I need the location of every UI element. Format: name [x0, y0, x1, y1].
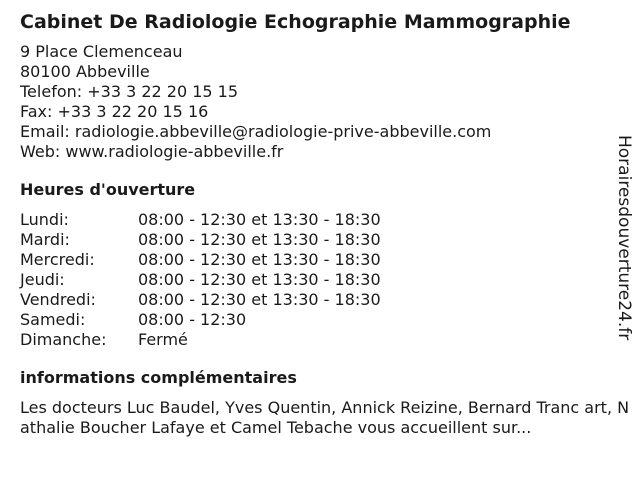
day-label: Jeudi: — [20, 270, 65, 289]
day-label: Samedi: — [20, 310, 86, 329]
fax-text: Fax: +33 3 22 20 15 16 — [20, 102, 209, 121]
day-hours: Fermé — [138, 330, 188, 349]
day-label: Mardi: — [20, 230, 70, 249]
hours-row — [20, 330, 615, 350]
hours-row — [20, 230, 615, 250]
day-label: Vendredi: — [20, 290, 96, 309]
hours-row — [20, 210, 615, 230]
day-label: Dimanche: — [20, 330, 107, 349]
phone-text: Telefon: +33 3 22 20 15 15 — [20, 82, 239, 101]
info-text: Les docteurs Luc Baudel, Yves Quentin, Annick Reizine, Bernard Tranc art, Nathalie Boucher Lafaye et Camel Tebache vous accueillent sur... — [20, 398, 630, 437]
address-street: 9 Place Clemenceau — [20, 42, 183, 61]
hours-table — [20, 210, 615, 350]
hours-heading: Heures d'ouverture — [20, 180, 196, 199]
day-hours: 08:00 - 12:30 et 13:30 - 18:30 — [138, 230, 381, 249]
day-hours: 08:00 - 12:30 et 13:30 - 18:30 — [138, 210, 381, 229]
hours-row — [20, 250, 615, 270]
day-hours: 08:00 - 12:30 — [138, 310, 247, 329]
hours-row — [20, 270, 615, 290]
address-city: 80100 Abbeville — [20, 62, 150, 81]
business-name: Cabinet De Radiologie Echographie Mammographie — [20, 11, 571, 33]
web-text: Web: www.radiologie-abbeville.fr — [20, 142, 284, 161]
day-hours: 08:00 - 12:30 et 13:30 - 18:30 — [138, 270, 381, 289]
day-label: Mercredi: — [20, 250, 95, 269]
site-watermark: Horairesdouverture24.fr — [614, 135, 634, 341]
info-heading: informations complémentaires — [20, 368, 297, 387]
day-label: Lundi: — [20, 210, 69, 229]
day-hours: 08:00 - 12:30 et 13:30 - 18:30 — [138, 250, 381, 269]
email-text: Email: radiologie.abbeville@radiologie-prive-abbeville.com — [20, 122, 492, 141]
day-hours: 08:00 - 12:30 et 13:30 - 18:30 — [138, 290, 381, 309]
hours-row — [20, 310, 615, 330]
hours-row — [20, 290, 615, 310]
contact-block — [20, 42, 615, 162]
